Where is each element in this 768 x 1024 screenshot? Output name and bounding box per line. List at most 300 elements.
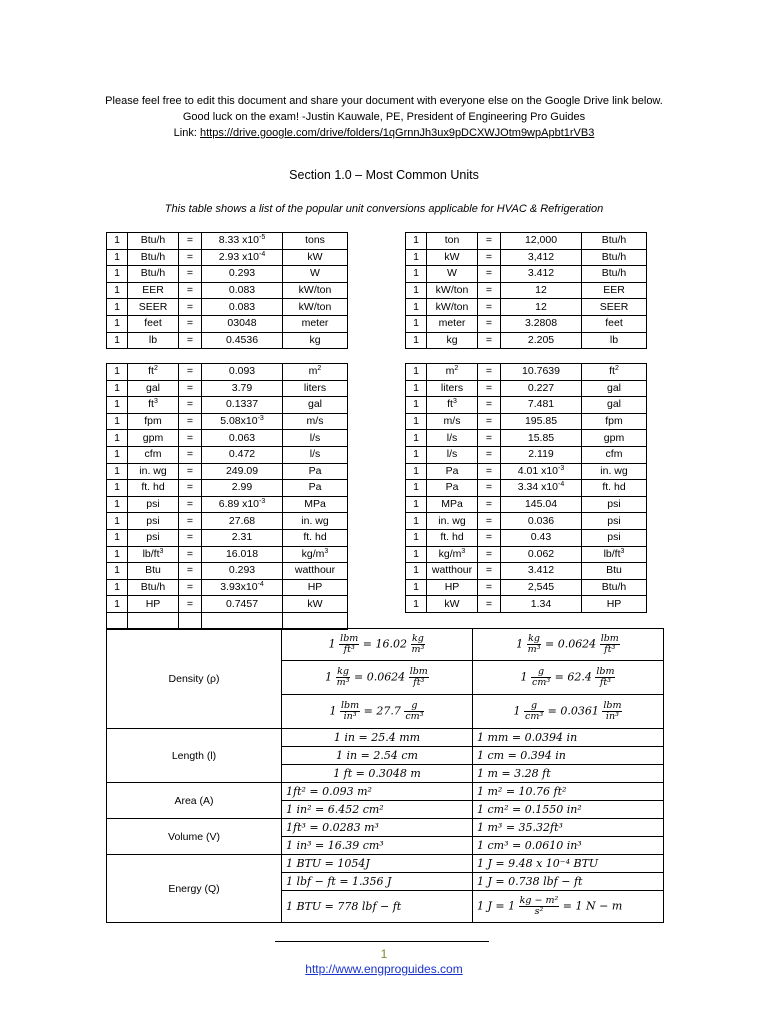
- to-unit-cell: feet: [582, 315, 647, 332]
- equals-cell: =: [478, 249, 501, 266]
- qty-cell: 1: [406, 380, 427, 397]
- qty-cell: 1: [107, 249, 128, 266]
- from-unit-cell: Btu: [128, 563, 179, 580]
- formula-cell: 1 J = 9.48 x 10⁻⁴ BTU: [473, 855, 664, 873]
- equals-cell: =: [179, 446, 202, 463]
- qty-cell: 1: [406, 282, 427, 299]
- value-cell: 0.093: [202, 364, 283, 381]
- qty-cell: 1: [406, 563, 427, 580]
- qty-cell: 1: [406, 430, 427, 447]
- value-cell: 2.119: [501, 446, 582, 463]
- table-row: [406, 364, 647, 381]
- value-cell: 3.412: [501, 266, 582, 283]
- numerator: lbm: [341, 700, 360, 711]
- to-unit-cell: Btu/h: [582, 249, 647, 266]
- fraction: [336, 667, 351, 688]
- table-row: [107, 397, 348, 414]
- equals-cell: =: [179, 397, 202, 414]
- to-unit-cell: ft. hd: [283, 529, 348, 546]
- to-unit-cell: W: [283, 266, 348, 283]
- volume-label: Volume (V): [107, 819, 282, 855]
- to-unit-cell: l/s: [283, 430, 348, 447]
- to-unit-cell: fpm: [582, 413, 647, 430]
- from-unit-cell: HP: [128, 596, 179, 613]
- to-unit-cell: psi: [582, 513, 647, 530]
- formula-cell: 1ft³ = 0.0283 m³: [282, 819, 473, 837]
- fraction: [404, 701, 424, 722]
- qty-cell: 1: [107, 496, 128, 513]
- from-unit-cell: in. wg: [128, 463, 179, 480]
- qty-cell: 1: [406, 496, 427, 513]
- value-cell: 2.93 $x10^{-4}$: [202, 249, 283, 266]
- table-row: [107, 332, 348, 349]
- to-unit-cell: HP: [582, 596, 647, 613]
- to-unit-cell: kW: [283, 249, 348, 266]
- equals-cell: =: [179, 364, 202, 381]
- page-number: 1: [380, 947, 388, 961]
- fraction: [527, 634, 542, 655]
- from-unit-cell: W: [427, 266, 478, 283]
- value-cell: 03048: [202, 315, 283, 332]
- fraction: [600, 634, 620, 655]
- area-label: Area (A): [107, 783, 282, 819]
- equals-cell: =: [478, 380, 501, 397]
- denominator: m³: [411, 644, 425, 655]
- unit-table-basic-right: [405, 232, 647, 349]
- qty-cell: 1: [107, 266, 128, 283]
- formula-text: = 16.02: [359, 637, 411, 651]
- footer-link-wrap: [0, 962, 768, 976]
- denominator: ft³: [604, 644, 616, 655]
- exponent: 3: [324, 547, 329, 555]
- to-unit-cell: liters: [283, 380, 348, 397]
- qty-cell: 1: [406, 315, 427, 332]
- from-unit-cell: HP: [427, 579, 478, 596]
- to-unit-cell: EER: [582, 282, 647, 299]
- value-cell: 3.2808: [501, 315, 582, 332]
- to-unit-cell: kW/ton: [283, 299, 348, 316]
- table-row: [406, 446, 647, 463]
- to-unit-cell: [283, 612, 348, 629]
- from-unit-cell: MPa: [427, 496, 478, 513]
- from-unit-cell: $lb/ft^3$: [128, 546, 179, 563]
- value-cell: 145.04: [501, 496, 582, 513]
- equals-cell: =: [478, 282, 501, 299]
- from-unit-cell: in. wg: [427, 513, 478, 530]
- denominator: m³: [336, 677, 350, 688]
- formula-text: 1: [325, 670, 336, 684]
- table-row: [406, 266, 647, 283]
- formula-text: 1: [513, 704, 524, 718]
- numerator: kg: [411, 633, 424, 644]
- qty-cell: [107, 612, 128, 629]
- numerator: g: [524, 701, 544, 712]
- table-row: [107, 446, 348, 463]
- value-cell: 3.79: [202, 380, 283, 397]
- from-unit-cell: $ft^3$: [128, 397, 179, 414]
- table-row: [406, 596, 647, 613]
- from-unit-cell: psi: [128, 496, 179, 513]
- exponent: -3: [257, 415, 264, 423]
- to-unit-cell: l/s: [283, 446, 348, 463]
- equals-cell: =: [179, 579, 202, 596]
- formula-text: 1: [329, 704, 340, 718]
- to-unit-cell: cfm: [582, 446, 647, 463]
- value-cell: 16.018: [202, 546, 283, 563]
- qty-cell: 1: [107, 463, 128, 480]
- exponent: 3: [153, 398, 158, 406]
- from-unit-cell: $m^2$: [427, 364, 478, 381]
- qty-cell: 1: [406, 364, 427, 381]
- equals-cell: =: [478, 579, 501, 596]
- table-row: [406, 332, 647, 349]
- value-cell: 249.09: [202, 463, 283, 480]
- exponent: 3: [159, 547, 164, 555]
- table-row: [107, 596, 348, 613]
- qty-cell: 1: [107, 397, 128, 414]
- value-cell: 0.083: [202, 282, 283, 299]
- table-row: [107, 563, 348, 580]
- exponent: -4: [259, 250, 266, 258]
- qty-cell: 1: [107, 563, 128, 580]
- denominator: in³: [343, 711, 357, 722]
- qty-cell: 1: [107, 480, 128, 497]
- formula-cell: 1 m³ = 35.32ft³: [473, 819, 664, 837]
- value-cell: 15.85: [501, 430, 582, 447]
- formula-text: 1: [328, 637, 340, 651]
- drive-link[interactable]: https://drive.google.com/drive/folders/1qGrnnJh3ux9pDCXWJOtm9wpApbt1rVB3: [199, 127, 595, 139]
- formula-cell: 1 in² = 6.452 cm²: [282, 801, 473, 819]
- unit-table-extended-right: [405, 363, 647, 613]
- equals-cell: =: [179, 413, 202, 430]
- to-unit-cell: Btu: [582, 563, 647, 580]
- table-row: [107, 282, 348, 299]
- formula-cell: 1 ft = 0.3048 m: [282, 765, 473, 783]
- footer-link[interactable]: http://www.engproguides.com: [305, 962, 463, 976]
- fraction: [519, 896, 560, 917]
- from-unit-cell: lb: [128, 332, 179, 349]
- table-row: [107, 529, 348, 546]
- value-cell: 2.99: [202, 480, 283, 497]
- value-cell: 0.062: [501, 546, 582, 563]
- value-cell: 12: [501, 299, 582, 316]
- qty-cell: 1: [406, 579, 427, 596]
- formula-cell: [282, 661, 473, 695]
- from-unit-cell: watthour: [427, 563, 478, 580]
- from-unit-cell: l/s: [427, 430, 478, 447]
- density-label: Density (ρ): [107, 629, 282, 729]
- equals-cell: =: [179, 249, 202, 266]
- from-unit-cell: gal: [128, 380, 179, 397]
- from-unit-cell: ton: [427, 233, 478, 250]
- table-row: [107, 612, 348, 629]
- table-row: [107, 413, 348, 430]
- value-cell: [202, 612, 283, 629]
- table-row: [107, 364, 348, 381]
- fraction: [524, 701, 544, 722]
- to-unit-cell: kg: [283, 332, 348, 349]
- table-row: [406, 380, 647, 397]
- from-unit-cell: kW: [427, 249, 478, 266]
- qty-cell: 1: [107, 233, 128, 250]
- to-unit-cell: gal: [283, 397, 348, 414]
- from-unit-cell: psi: [128, 529, 179, 546]
- equals-cell: =: [179, 332, 202, 349]
- qty-cell: 1: [406, 249, 427, 266]
- exponent: -4: [257, 581, 264, 589]
- formula-cell: 1 cm² = 0.1550 in²: [473, 801, 664, 819]
- exponent: -3: [259, 498, 266, 506]
- formula-text: 1: [520, 670, 531, 684]
- length-label: Length (l): [107, 729, 282, 783]
- to-unit-cell: SEER: [582, 299, 647, 316]
- table-row: [406, 496, 647, 513]
- value-cell: 4.01 $x10^{-3}$: [501, 463, 582, 480]
- denominator: in³: [605, 711, 619, 722]
- from-unit-cell: l/s: [427, 446, 478, 463]
- to-unit-cell: $m^2$: [283, 364, 348, 381]
- table-row: [406, 299, 647, 316]
- to-unit-cell: $lb/ft^3$: [582, 546, 647, 563]
- value-cell: 0.4536: [202, 332, 283, 349]
- equals-cell: =: [179, 233, 202, 250]
- numerator: kg: [528, 633, 540, 644]
- table-row: [406, 282, 647, 299]
- equals-cell: =: [478, 480, 501, 497]
- equals-cell: =: [478, 364, 501, 381]
- table-row: [107, 299, 348, 316]
- to-unit-cell: psi: [582, 496, 647, 513]
- value-cell: 0.036: [501, 513, 582, 530]
- value-cell: 12,000: [501, 233, 582, 250]
- from-unit-cell: Pa: [427, 463, 478, 480]
- equals-cell: =: [478, 266, 501, 283]
- drive-link-line: [0, 127, 768, 139]
- equals-cell: =: [478, 413, 501, 430]
- numerator: lbm: [340, 633, 359, 644]
- qty-cell: 1: [406, 299, 427, 316]
- from-unit-cell: meter: [427, 315, 478, 332]
- value-cell: 1.34: [501, 596, 582, 613]
- table-row: [406, 413, 647, 430]
- equals-cell: =: [478, 563, 501, 580]
- equals-cell: =: [179, 563, 202, 580]
- equals-cell: =: [179, 463, 202, 480]
- denominator: m³: [527, 644, 541, 655]
- equals-cell: =: [179, 430, 202, 447]
- table-row: [107, 233, 348, 250]
- to-unit-cell: MPa: [283, 496, 348, 513]
- table-row: [107, 579, 348, 596]
- formula-cell: [473, 629, 664, 661]
- from-unit-cell: Btu/h: [128, 233, 179, 250]
- equals-cell: =: [478, 397, 501, 414]
- qty-cell: 1: [406, 266, 427, 283]
- formula-text: = 0.0624: [541, 637, 600, 651]
- value-cell: 10.7639: [501, 364, 582, 381]
- value-cell: 6.89 $x10^{-3}$: [202, 496, 283, 513]
- value-cell: 2.205: [501, 332, 582, 349]
- equals-cell: =: [179, 513, 202, 530]
- denominator: cm³: [532, 677, 551, 688]
- formula-text: = 27.7: [360, 704, 405, 718]
- table-row: [107, 463, 348, 480]
- exponent: 3: [461, 547, 466, 555]
- from-unit-cell: kW: [427, 596, 478, 613]
- fraction: [340, 701, 360, 722]
- formula-cell: 1 in = 2.54 cm: [282, 747, 473, 765]
- to-unit-cell: tons: [283, 233, 348, 250]
- footer-rule: [275, 941, 489, 942]
- value-cell: 2.31: [202, 529, 283, 546]
- fraction: [595, 667, 615, 688]
- qty-cell: 1: [107, 364, 128, 381]
- to-unit-cell: gal: [582, 397, 647, 414]
- equals-cell: =: [179, 315, 202, 332]
- value-cell: 0.083: [202, 299, 283, 316]
- numerator: lbm: [409, 666, 428, 677]
- table-row: [107, 513, 348, 530]
- from-unit-cell: $ft^2$: [128, 364, 179, 381]
- denominator: ft³: [599, 677, 611, 688]
- exponent: 3: [620, 547, 625, 555]
- to-unit-cell: meter: [283, 315, 348, 332]
- qty-cell: 1: [107, 299, 128, 316]
- equals-cell: =: [478, 529, 501, 546]
- to-unit-cell: kW/ton: [283, 282, 348, 299]
- formula-cell: [282, 629, 473, 661]
- value-cell: 0.43: [501, 529, 582, 546]
- formula-text: 1: [516, 637, 527, 651]
- equals-cell: =: [179, 596, 202, 613]
- to-unit-cell: in. wg: [582, 463, 647, 480]
- numerator: lbm: [603, 700, 622, 711]
- denominator: s²: [534, 906, 544, 917]
- fraction: [411, 634, 426, 655]
- value-cell: 7.481: [501, 397, 582, 414]
- formula-text: = 1 N − m: [559, 899, 623, 913]
- to-unit-cell: Btu/h: [582, 233, 647, 250]
- denominator: cm³: [405, 711, 424, 722]
- qty-cell: 1: [406, 233, 427, 250]
- formula-cell: 1 in = 25.4 mm: [282, 729, 473, 747]
- value-cell: 8.33 $x10^{-5}$: [202, 233, 283, 250]
- table-row: [406, 563, 647, 580]
- equals-cell: =: [478, 496, 501, 513]
- qty-cell: 1: [107, 546, 128, 563]
- qty-cell: 1: [107, 413, 128, 430]
- qty-cell: 1: [107, 315, 128, 332]
- equals-cell: =: [179, 380, 202, 397]
- to-unit-cell: psi: [582, 529, 647, 546]
- equals-cell: =: [478, 463, 501, 480]
- qty-cell: 1: [107, 579, 128, 596]
- fraction: [409, 667, 429, 688]
- from-unit-cell: $ft^3$: [427, 397, 478, 414]
- formula-text: = 62.4: [551, 670, 596, 684]
- qty-cell: 1: [406, 480, 427, 497]
- from-unit-cell: [128, 612, 179, 629]
- equals-cell: =: [478, 233, 501, 250]
- from-unit-cell: $kg/m^3$: [427, 546, 478, 563]
- numerator: lbm: [596, 666, 615, 677]
- formula-cell: 1 cm = 0.394 in: [473, 747, 664, 765]
- qty-cell: 1: [406, 529, 427, 546]
- value-cell: 0.063: [202, 430, 283, 447]
- denominator: cm³: [525, 711, 544, 722]
- table-row: [107, 249, 348, 266]
- qty-cell: 1: [406, 463, 427, 480]
- to-unit-cell: gal: [582, 380, 647, 397]
- formula-text: = 0.0624: [350, 670, 409, 684]
- from-unit-cell: Btu/h: [128, 249, 179, 266]
- qty-cell: 1: [107, 380, 128, 397]
- equals-cell: =: [478, 430, 501, 447]
- table-row: [107, 496, 348, 513]
- to-unit-cell: watthour: [283, 563, 348, 580]
- qty-cell: 1: [107, 446, 128, 463]
- qty-cell: 1: [107, 513, 128, 530]
- formula-cell: [473, 695, 664, 729]
- from-unit-cell: ft. hd: [128, 480, 179, 497]
- numerator: kg: [337, 666, 349, 677]
- formula-text: 1 J = 1: [477, 899, 519, 913]
- from-unit-cell: SEER: [128, 299, 179, 316]
- formula-cell: 1 in³ = 16.39 cm³: [282, 837, 473, 855]
- equals-cell: =: [478, 446, 501, 463]
- fraction: [339, 634, 359, 655]
- from-unit-cell: m/s: [427, 413, 478, 430]
- to-unit-cell: $kg/m^3$: [283, 546, 348, 563]
- to-unit-cell: Pa: [283, 480, 348, 497]
- unit-table-extended-left: [106, 363, 348, 630]
- table-row: [107, 315, 348, 332]
- table-row: [406, 546, 647, 563]
- exponent: -4: [558, 481, 565, 489]
- qty-cell: 1: [406, 513, 427, 530]
- formula-cell: 1 BTU = 1054J: [282, 855, 473, 873]
- table-row: [107, 266, 348, 283]
- table-row: [406, 513, 647, 530]
- qty-cell: 1: [107, 596, 128, 613]
- table-row: [406, 430, 647, 447]
- to-unit-cell: Btu/h: [582, 266, 647, 283]
- formula-cell: 1 mm = 0.0394 in: [473, 729, 664, 747]
- value-cell: 2,545: [501, 579, 582, 596]
- equals-cell: =: [478, 596, 501, 613]
- exponent: 2: [454, 365, 459, 373]
- exponent: 2: [317, 365, 322, 373]
- exponent: 2: [153, 365, 158, 373]
- value-cell: 3.34 $x10^{-4}$: [501, 480, 582, 497]
- value-cell: 0.227: [501, 380, 582, 397]
- formula-text: = 0.0361: [544, 704, 603, 718]
- qty-cell: 1: [406, 397, 427, 414]
- formula-cell: 1 cm³ = 0.0610 in³: [473, 837, 664, 855]
- equals-cell: =: [179, 266, 202, 283]
- to-unit-cell: Pa: [283, 463, 348, 480]
- from-unit-cell: psi: [128, 513, 179, 530]
- equals-cell: =: [478, 315, 501, 332]
- value-cell: 3,412: [501, 249, 582, 266]
- exponent: -3: [558, 464, 565, 472]
- qty-cell: 1: [406, 413, 427, 430]
- denominator: ft³: [413, 677, 425, 688]
- to-unit-cell: Btu/h: [582, 579, 647, 596]
- table-row: [406, 529, 647, 546]
- from-unit-cell: Pa: [427, 480, 478, 497]
- formula-cell: [282, 695, 473, 729]
